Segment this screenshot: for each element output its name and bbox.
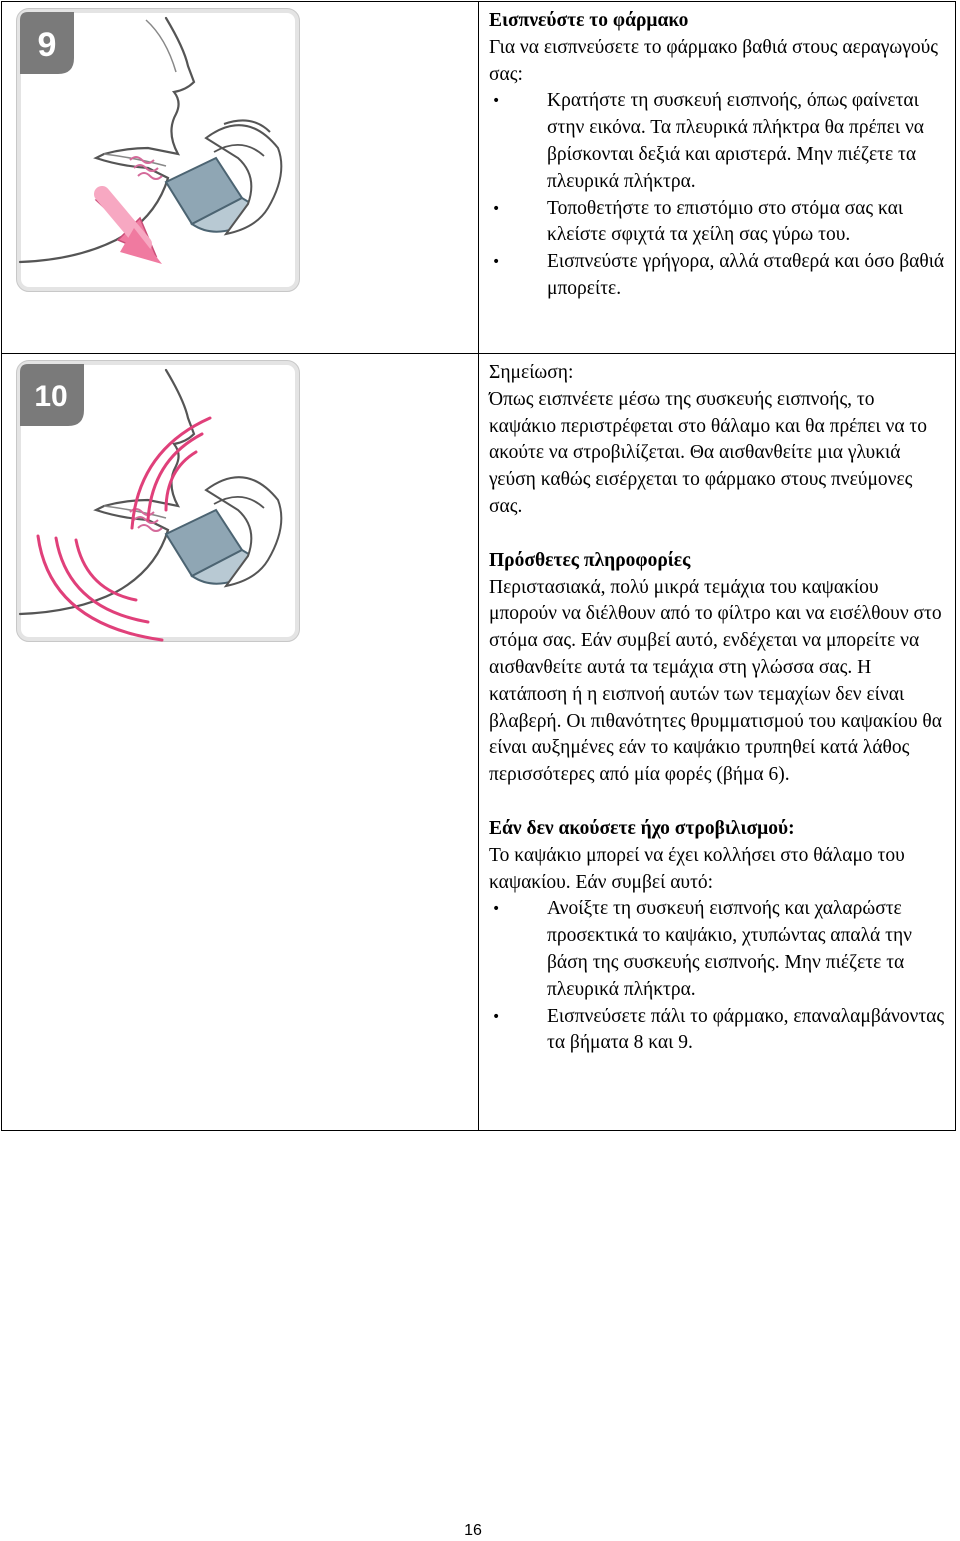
spacer: [489, 789, 945, 816]
info-body: Περιστασιακά, πολύ μικρά τεμάχια του καψακίου μπορούν να διέλθουν από το φίλτρο και να εισέλθουν στο στόμα σας. Εάν συμβεί αυτό, ενδέχεται να μπορείτε να αισθανθείτε αυτά τα τεμάχια στη γλώσσα σας. Η κατάποση ή η εισπνοή αυτών των τεμαχίων δεν είναι βλαβερή. Οι πιθανότητες θρυμματισμού του καψακίου θα είναι αυξημένες εάν το καψάκιο τρυπηθεί κατά λάθος περισσότερες από μία φορές (βήμα 6).: [489, 576, 942, 786]
note-body: Όπως εισπνέετε μέσω της συσκευής εισπνοής, το καψάκιο περιστρέφεται στο θάλαμο και θα πρέπει να το ακούτε να στροβιλίζεται. Θα αισθανθείτε μια γλυκιά γεύση καθώς εισέρχεται το φάρμακο στους πνεύμονες σας.: [489, 388, 928, 517]
step-10-illustration: [16, 360, 300, 642]
step-9-row: [2, 2, 956, 354]
step-9-image-cell: [2, 2, 479, 354]
step-10-badge: 10: [34, 380, 68, 413]
step-9-heading: Εισπνεύστε το φάρμακο: [489, 10, 689, 31]
list-item: • Τοποθετήστε το επιστόμιο στο στόμα σας και κλείστε σφιχτά τα χείλη σας γύρω του.: [492, 197, 904, 246]
spacer: [489, 521, 945, 548]
step-10-text-cell: [479, 354, 956, 1131]
step-9-illustration: [16, 8, 300, 292]
step-10-row: [2, 354, 956, 1131]
bullet-icon: •: [492, 1008, 501, 1025]
no-sound-heading: Εάν δεν ακούσετε ήχο στροβιλισμού:: [489, 817, 795, 839]
bullet-icon: •: [492, 254, 501, 271]
page-number: 16: [464, 1522, 482, 1539]
info-heading: Πρόσθετες πληροφορίες: [489, 549, 691, 571]
bullet-icon: •: [492, 93, 501, 110]
note-heading: Σημείωση:: [489, 362, 574, 383]
list-item: • Κρατήστε τη συσκευή εισπνοής, όπως φαίνεται στην εικόνα. Τα πλευρικά πλήκτρα θα πρέπει να βρίσκονται δεξιά και αριστερά. Μην πιέζετε τα πλευρικά πλήκτρα.: [492, 90, 924, 192]
list-item: • Ανοίξτε τη συσκευή εισπνοής και χαλαρώστε προσεκτικά το καψάκιο, χτυπώντας απαλά την βάση της συσκευής εισπνοής. Μην πιέζετε τα πλευρικά πλήκτρα.: [492, 898, 912, 1000]
instruction-table: [1, 1, 956, 1131]
no-sound-bullet-list: [489, 896, 945, 1057]
list-item: • Εισπνεύσετε πάλι το φάρμακο, επαναλαμβάνοντας τα βήματα 8 και 9.: [492, 1005, 945, 1054]
bullet-icon: •: [492, 901, 501, 918]
no-sound-body: Το καψάκιο μπορεί να έχει κολλήσει στο θάλαμο του καψακίου. Εάν συμβεί αυτό:: [489, 844, 905, 893]
step-9-badge: 9: [37, 26, 57, 64]
step-9-text-cell: [479, 2, 956, 354]
step-9-intro: Για να εισπνεύσετε το φάρμακο βαθιά στους αεραγωγούς σας:: [489, 36, 938, 85]
list-item: • Εισπνεύστε γρήγορα, αλλά σταθερά και όσο βαθιά μπορείτε.: [492, 251, 945, 299]
step-10-image-cell: [2, 354, 479, 1131]
bullet-icon: •: [492, 200, 501, 217]
step-9-bullet-list: [489, 88, 945, 302]
